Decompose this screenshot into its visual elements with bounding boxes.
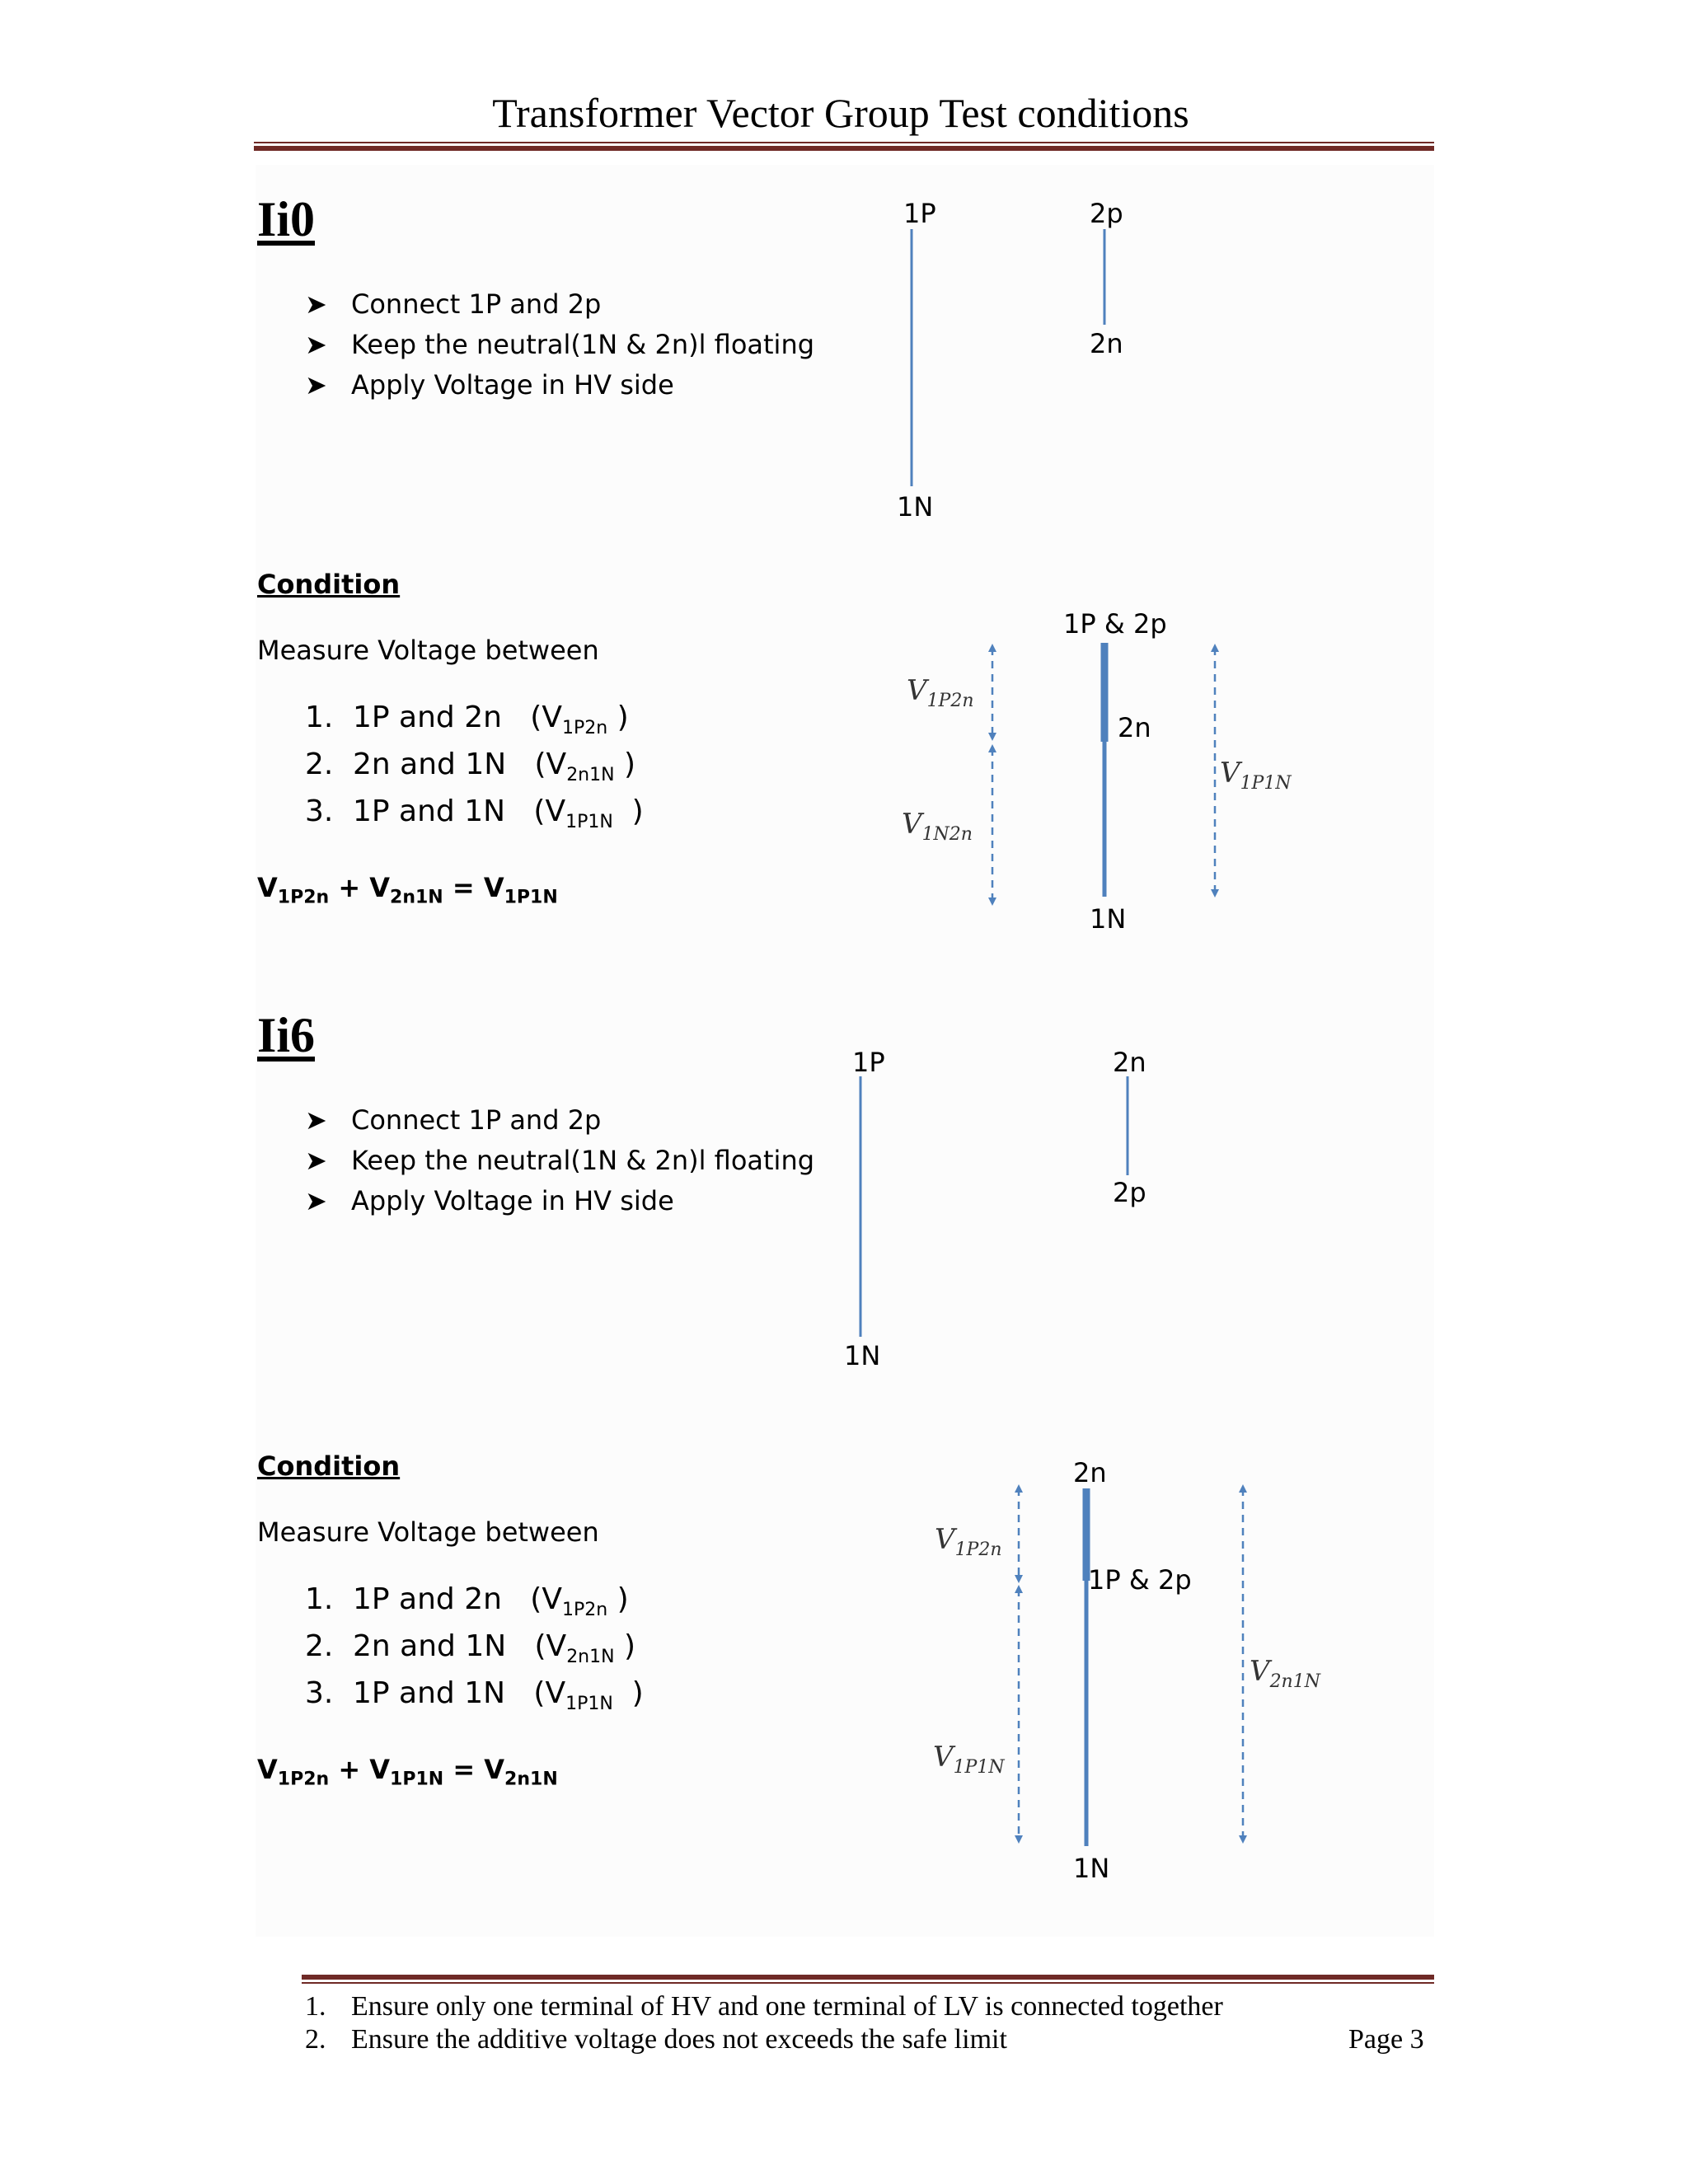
footer-rule-thick — [302, 1975, 1434, 1980]
terminal-label-2p: 2p — [1090, 198, 1123, 229]
terminal-label-1n: 1N — [1073, 1853, 1110, 1884]
section-heading-ii0: Ii0 — [257, 192, 316, 246]
measure-item: 3. 1P and 1N ($V_{1P1N}$ ) — [305, 794, 644, 833]
arrow-bullet-icon: ➤ — [305, 369, 327, 401]
bullet-item: ➤ Connect 1P and 2p — [305, 1104, 602, 1136]
voltage-label: $V_{1P1N}$ — [933, 1741, 1005, 1778]
terminal-label-2p: 2p — [1113, 1177, 1146, 1208]
section-heading-ii6: Ii6 — [257, 1008, 316, 1062]
page-title: Transformer Vector Group Test conditions — [492, 90, 1189, 136]
arrow-bullet-icon: ➤ — [305, 1185, 327, 1216]
footer-rule-thin — [302, 1982, 1434, 1984]
bullet-item: ➤ Apply Voltage in HV side — [305, 1185, 674, 1216]
condition-label: Condition — [257, 569, 401, 600]
terminal-label-2n: 2n — [1073, 1457, 1107, 1488]
measure-label: Measure Voltage between — [257, 1516, 599, 1548]
terminal-label-2n: 2n — [1118, 712, 1151, 743]
measure-item: 3. 1P and 1N ($V_{1P1N}$ ) — [305, 1676, 644, 1715]
footer-note: 1. Ensure only one terminal of HV and one terminal of LV is connected together — [305, 1991, 1223, 2022]
arrow-bullet-icon: ➤ — [305, 288, 327, 320]
measure-label: Measure Voltage between — [257, 635, 599, 666]
voltage-label: $V_{1P1N}$ — [1220, 757, 1292, 794]
terminal-label-1n: 1N — [1090, 903, 1127, 935]
voltage-equation: $V_{1P2n} + V_{1P1N} = V_{2n1N}$ — [257, 1754, 558, 1790]
measure-item: 2. 2n and 1N ($V_{2n1N}$ ) — [305, 1629, 636, 1668]
terminal-label-1p: 1P — [852, 1047, 885, 1078]
terminal-label-1n: 1N — [844, 1340, 881, 1371]
terminal-label-1p: 1P — [903, 198, 936, 229]
voltage-label: $V_{1P2n}$ — [907, 674, 974, 711]
measure-item: 1. 1P and 2n ($V_{1P2n}$ ) — [305, 701, 629, 739]
condition-label: Condition — [257, 1451, 401, 1482]
measure-item: 2. 2n and 1N ($V_{2n1N}$ ) — [305, 748, 636, 786]
voltage-label: $V_{1P2n}$ — [935, 1523, 1002, 1560]
bullet-item: ➤ Keep the neutral(1N & 2n)l floating — [305, 329, 815, 360]
arrow-bullet-icon: ➤ — [305, 329, 327, 360]
terminal-label-1n: 1N — [897, 491, 934, 523]
voltage-label: $V_{2n1N}$ — [1250, 1655, 1320, 1692]
footer-note: 2. Ensure the additive voltage does not exceeds the safe limit — [305, 2024, 1007, 2055]
bullet-item: ➤ Connect 1P and 2p — [305, 288, 602, 320]
arrow-bullet-icon: ➤ — [305, 1145, 327, 1176]
terminal-label-2n: 2n — [1113, 1047, 1146, 1078]
terminal-label-2n: 2n — [1090, 328, 1123, 359]
bullet-item: ➤ Keep the neutral(1N & 2n)l floating — [305, 1145, 815, 1176]
page-number: Page 3 — [1348, 2024, 1424, 2055]
voltage-equation: $V_{1P2n} + V_{2n1N} = V_{1P1N}$ — [257, 872, 558, 908]
bullet-item: ➤ Apply Voltage in HV side — [305, 369, 674, 401]
arrow-bullet-icon: ➤ — [305, 1104, 327, 1136]
terminal-label-1p-2p: 1P & 2p — [1088, 1564, 1192, 1596]
terminal-label-1p-2p: 1P & 2p — [1063, 608, 1167, 640]
measure-item: 1. 1P and 2n ($V_{1P2n}$ ) — [305, 1582, 629, 1621]
voltage-label: $V_{1N2n}$ — [902, 808, 973, 845]
